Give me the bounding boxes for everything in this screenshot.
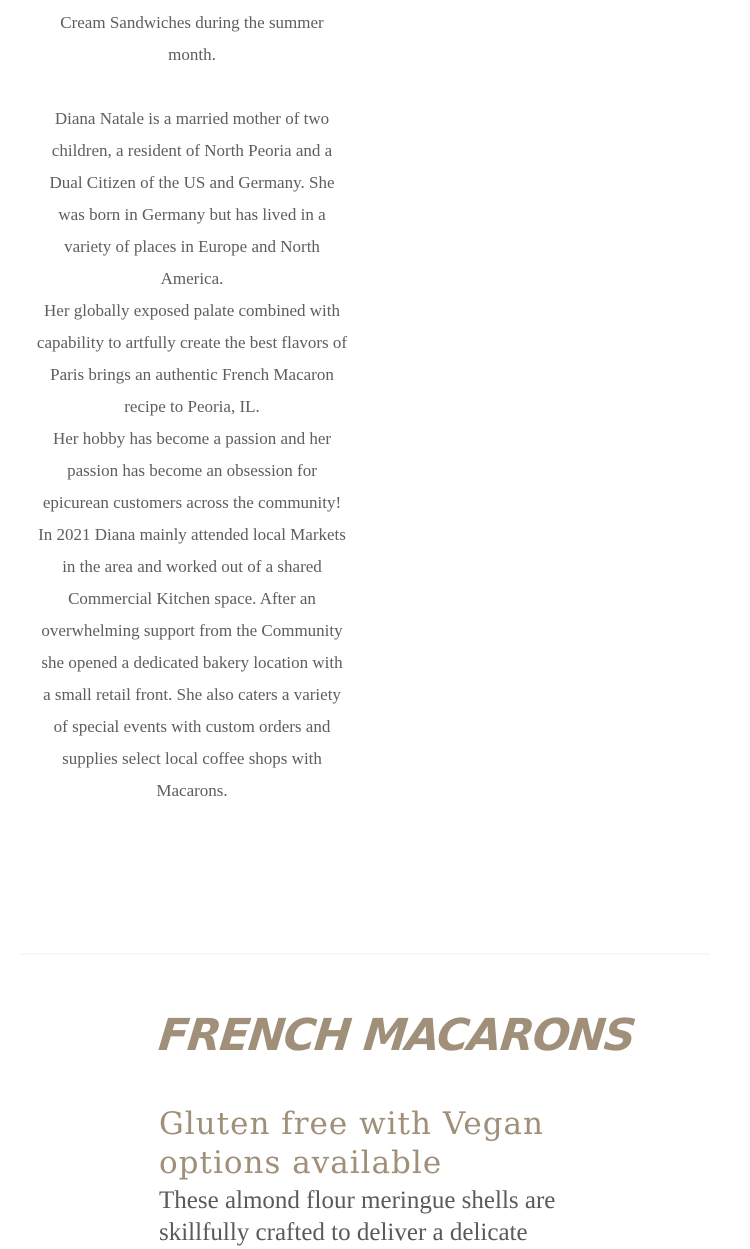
- section-divider: [20, 953, 710, 955]
- about-intro-tail: Cream Sandwiches during the summer month.: [60, 13, 324, 64]
- about-history: In 2021 Diana mainly attended local Markets in the area and worked out of a shared Commercial Kitchen space. After an overwhelming support from the Community she opened a dedicated bakery location with a small retail front. She also caters a variety of special events with custom orders and supplies select local coffee shops with Macarons.: [38, 525, 346, 800]
- macarons-subtitle: Gluten free with Vegan options available: [159, 1106, 545, 1181]
- about-palate: Her globally exposed palate combined with capability to artfully create the best flavors of Paris brings an authentic French Macaron recipe to Peoria, IL.: [36, 301, 348, 416]
- macarons-description: These almond flour meringue shells are skillfully crafted to deliver a delicate: [159, 1187, 556, 1246]
- paragraph-gap: [36, 71, 348, 103]
- about-bio: Diana Natale is a married mother of two children, a resident of North Peoria and a Dual Citizen of the US and Germany. She was born in Germany but has lived in a variety of places in Europe and North America.: [49, 109, 335, 288]
- about-text-column: [36, 7, 348, 807]
- about-passion: Her hobby has become a passion and her passion has become an obsession for epicurean customers across the community!: [42, 429, 342, 512]
- macarons-section-title: FRENCH MACARONS: [156, 1010, 638, 1061]
